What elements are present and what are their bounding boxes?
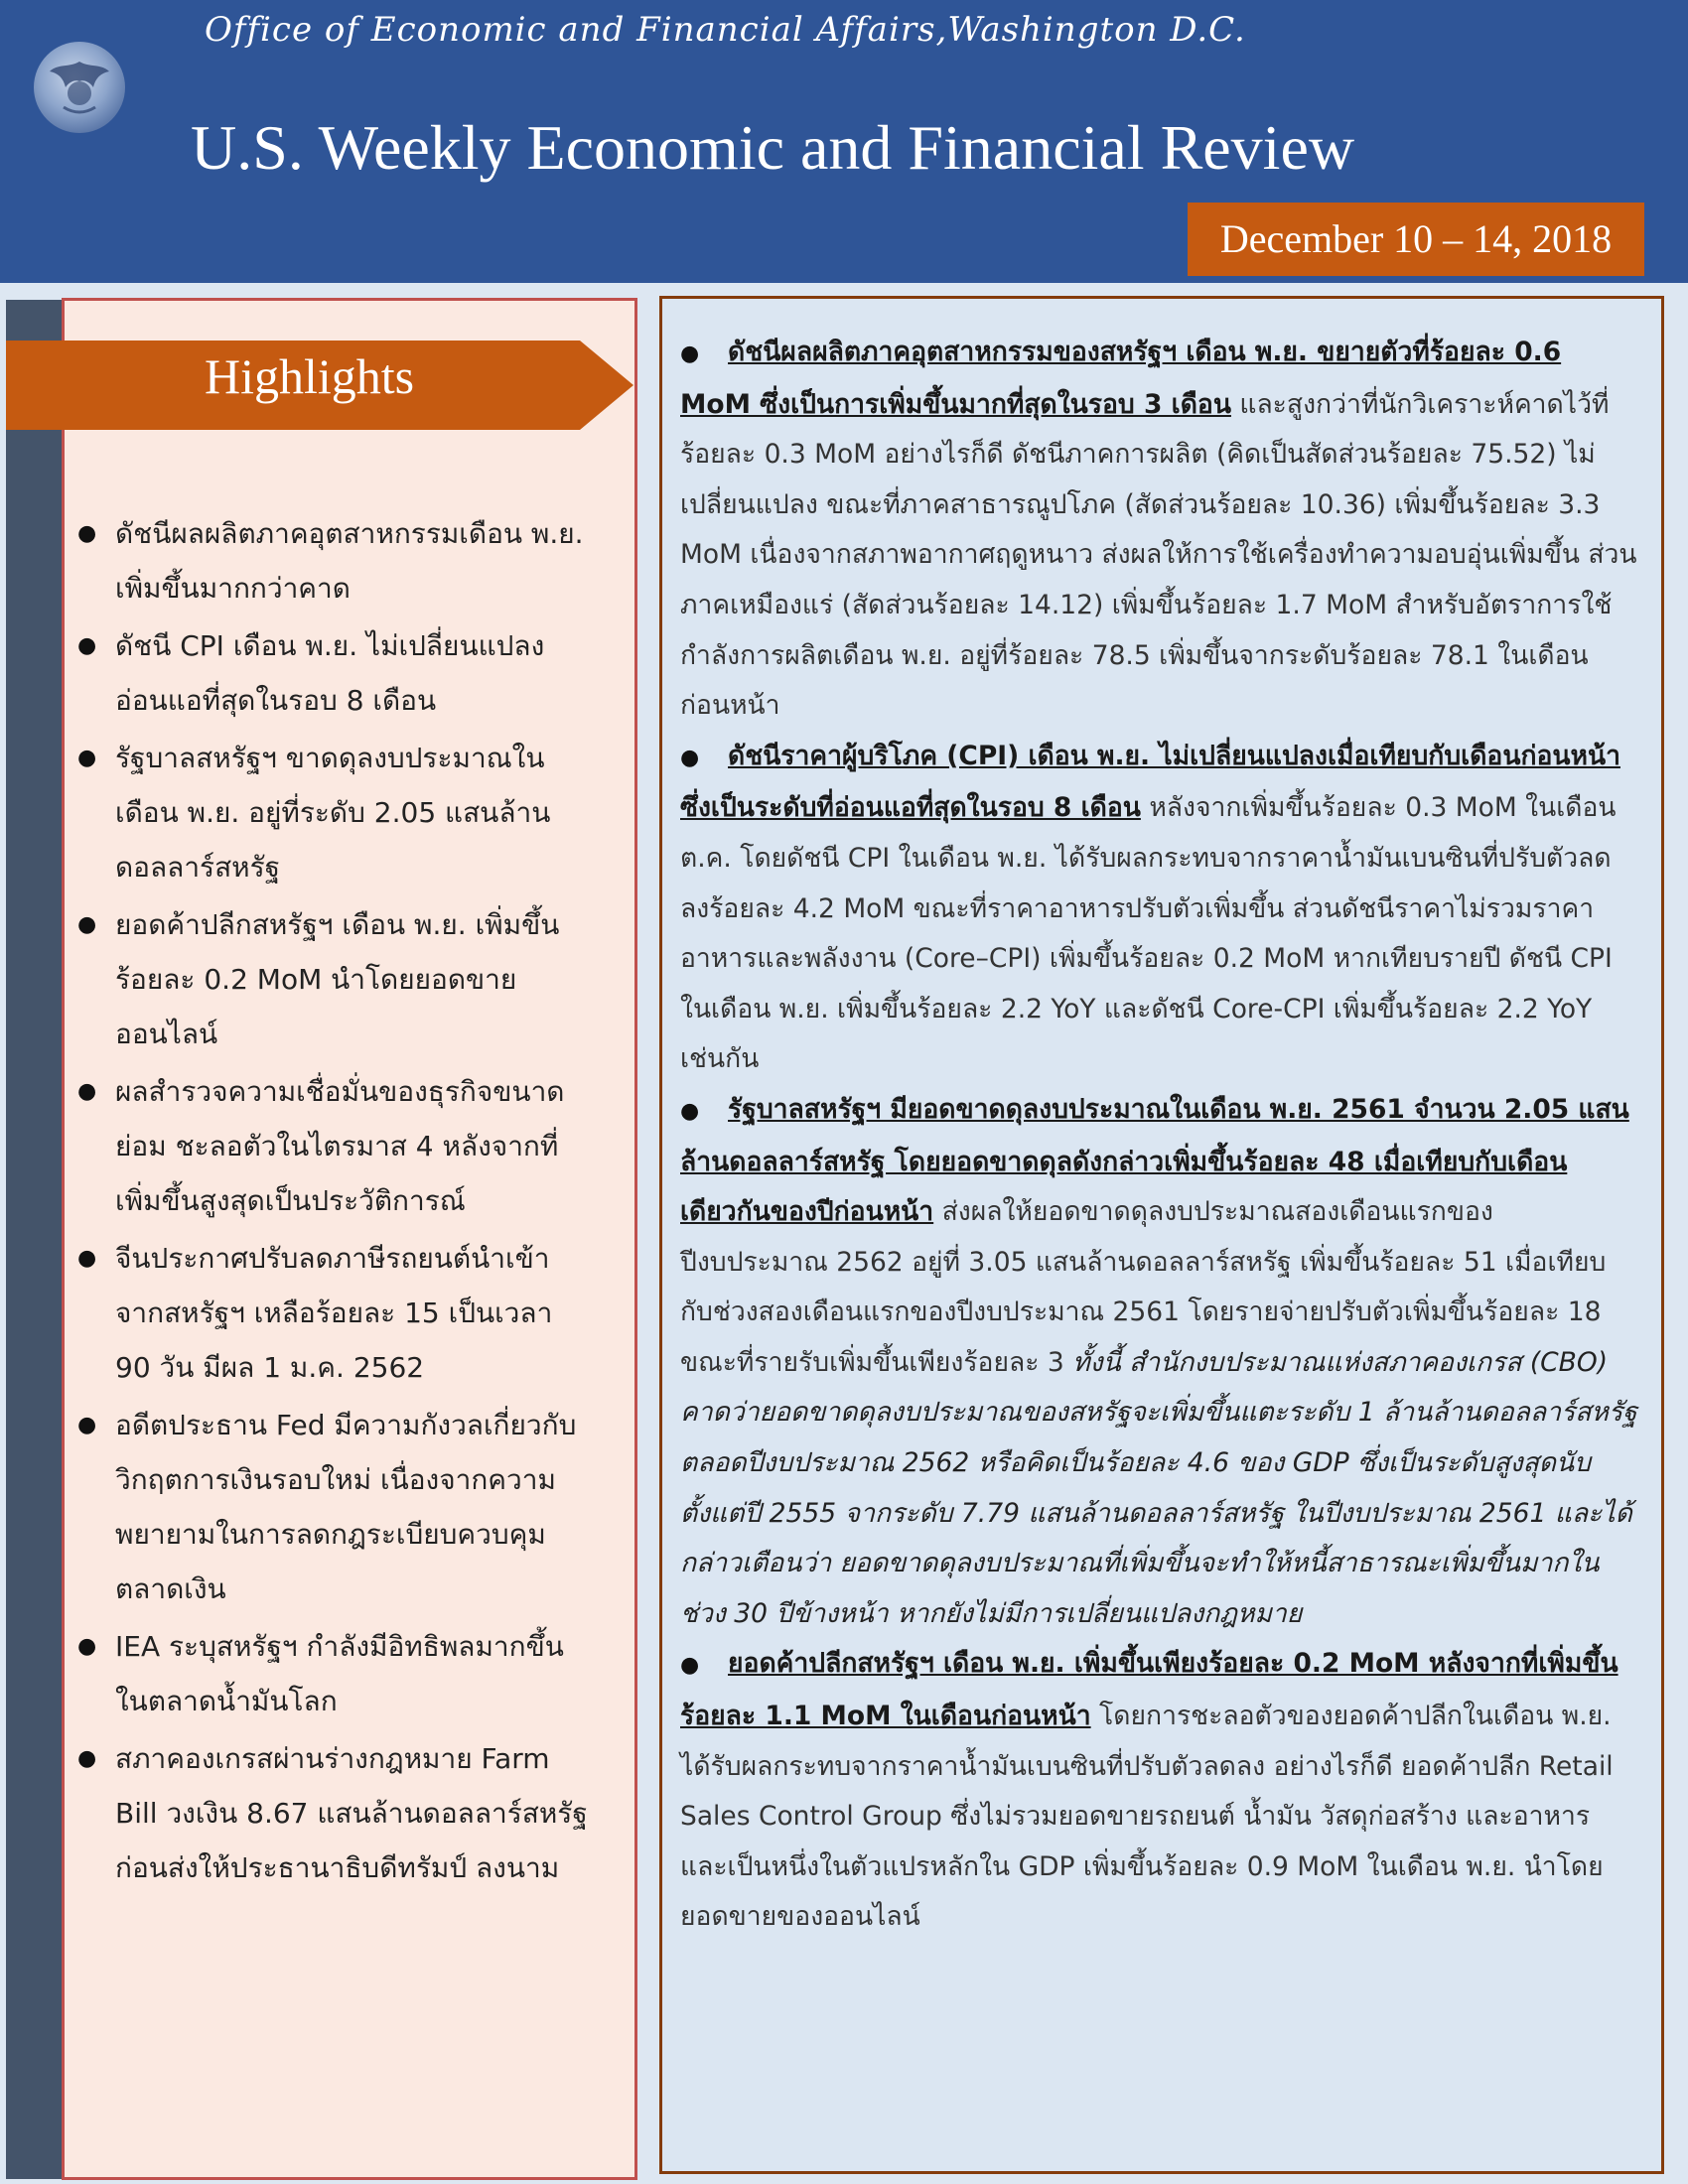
bullet-icon: ● xyxy=(680,745,700,770)
article-industrial-production xyxy=(680,328,1638,732)
article-lead: รัฐบาลสหรัฐฯ มียอดขาดดุลงบประมาณในเดือน พ.ย. 2561 จำนวน 2.05 แสนล้านดอลลาร์สหรัฐ โดยยอดขาดดุลดังกล่าวเพิ่มขึ้นร้อยละ 48 เมื่อเทียบกับเดือนเดียวกันของปีก่อนหน้า xyxy=(680,1093,1629,1228)
article-body: หลังจากเพิ่มขึ้นร้อยละ 0.3 MoM ในเดือน ต.ค. โดยดัชนี CPI ในเดือน พ.ย. ได้รับผลกระทบจากราคาน้ำมันเบนซินที่ปรับตัวลดลงร้อยละ 4.2 MoM ขณะที่ราคาอาหารปรับตัวเพิ่มขึ้น ส่วนดัชนีราคาไม่รวมราคาอาหารและพลังงาน (Core–CPI) เพิ่มขึ้นร้อยละ 0.2 MoM หากเทียบรายปี ดัชนี CPI ในเดือน พ.ย. เพิ่มขึ้นร้อยละ 2.2 YoY และดัชนี Core-CPI เพิ่มขึ้นร้อยละ 2.2 YoY เช่นกัน xyxy=(680,792,1617,1075)
bullet-icon: ● xyxy=(680,1653,700,1679)
article-lead: ดัชนีผลผลิตภาคอุตสาหกรรมของสหรัฐฯ เดือน พ.ย. ขยายตัวที่ร้อยละ 0.6 MoM ซึ่งเป็นการเพิ่มขึ้นมากที่สุดในรอบ 3 เดือน xyxy=(680,337,1562,420)
article-retail-sales xyxy=(680,1639,1638,1943)
article-body: ส่งผลให้ยอดขาดดุลงบประมาณสองเดือนแรกของปีงบประมาณ 2562 อยู่ที่ 3.05 แสนล้านดอลลาร์สหรัฐ เพิ่มขึ้นร้อยละ 51 เมื่อเทียบกับช่วงสองเดือนแรกของปีงบประมาณ 2561 โดยรายจ่ายปรับตัวเพิ่มขึ้นร้อยละ 18 ขณะที่รายรับเพิ่มขึ้นเพียงร้อยละ 3 xyxy=(680,1196,1607,1378)
article-body: และสูงกว่าที่นักวิเคราะห์คาดไว้ที่ร้อยละ 0.3 MoM อย่างไรก็ดี ดัชนีภาคการผลิต (คิดเป็นสัดส่วนร้อยละ 75.52) ไม่เปลี่ยนแปลง ขณะที่ภาคสาธารณูปโภค (สัดส่วนร้อยละ 10.36) เพิ่มขึ้นร้อยละ 3.3 MoM เนื่องจากสภาพอากาศฤดูหนาว ส่งผลให้การใช้เครื่องทำความอบอุ่นเพิ่มขึ้น ส่วนภาคเหมืองแร่ (สัดส่วนร้อยละ 14.12) เพิ่มขึ้นร้อยละ 1.7 MoM สำหรับอัตราการใช้กำลังการผลิตเดือน พ.ย. อยู่ที่ร้อยละ 78.5 เพิ่มขึ้นจากระดับร้อยละ 78.1 ในเดือน ก่อนหน้า xyxy=(680,388,1637,722)
date-range: December 10 – 14, 2018 xyxy=(1188,203,1644,276)
eagle-seal-logo xyxy=(34,42,125,133)
publication-title: U.S. Weekly Economic and Financial Review xyxy=(191,112,1355,183)
highlight-item: ● ดัชนี CPI เดือน พ.ย. ไม่เปลี่ยนแปลง อ่อนแอที่สุดในรอบ 8 เดือน xyxy=(77,618,594,728)
article-budget-deficit xyxy=(680,1085,1638,1640)
highlight-item: ● จีนประกาศปรับลดภาษีรถยนต์นำเข้าจากสหรัฐฯ เหลือร้อยละ 15 เป็นเวลา 90 วัน มีผล 1 ม.ค. 2562 xyxy=(77,1231,594,1395)
highlight-item: ● รัฐบาลสหรัฐฯ ขาดดุลงบประมาณในเดือน พ.ย. อยู่ที่ระดับ 2.05 แสนล้านดอลลาร์สหรัฐ xyxy=(77,731,594,894)
highlight-item: ● สภาคองเกรสผ่านร่างกฎหมาย Farm Bill วงเงิน 8.67 แสนล้านดอลลาร์สหรัฐ ก่อนส่งให้ประธานาธิบดีทรัมป์ ลงนาม xyxy=(77,1731,594,1895)
highlight-item: ● อดีตประธาน Fed มีความกังวลเกี่ยวกับวิกฤตการเงินรอบใหม่ เนื่องจากความพยายามในการลดกฎระเบียบควบคุมตลาดเงิน xyxy=(77,1398,594,1616)
eagle-icon xyxy=(34,42,125,133)
article-lead: ดัชนีราคาผู้บริโภค (CPI) เดือน พ.ย. ไม่เปลี่ยนแปลงเมื่อเทียบกับเดือนก่อนหน้า ซึ่งเป็นระดับที่อ่อนแอที่สุดในรอบ 8 เดือน xyxy=(680,740,1620,824)
highlight-item: ● ผลสำรวจความเชื่อมั่นของธุรกิจขนาดย่อม ชะลอตัวในไตรมาส 4 หลังจากที่เพิ่มขึ้นสูงสุดเป็นประวัติการณ์ xyxy=(77,1064,594,1228)
highlight-item: ● IEA ระบุสหรัฐฯ กำลังมีอิทธิพลมากขึ้นในตลาดน้ำมันโลก xyxy=(77,1619,594,1728)
bullet-icon: ● xyxy=(680,1098,700,1124)
article-body: โดยการชะลอตัวของยอดค้าปลีกในเดือน พ.ย. ได้รับผลกระทบจากราคาน้ำมันเบนซินที่ปรับตัวลดลง อย่างไรก็ดี ยอดค้าปลีก Retail Sales Control Group ซึ่งไม่รวมยอดขายรถยนต์ น้ำมัน วัสดุก่อสร้าง และอาหาร และเป็นหนึ่งในตัวแปรหลักใน GDP เพิ่มขึ้นร้อยละ 0.9 MoM ในเดือน พ.ย. นำโดยยอดขายของออนไลน์ xyxy=(680,1701,1614,1933)
articles-column xyxy=(680,328,1638,1943)
highlights-heading: Highlights xyxy=(205,348,415,404)
office-name: Office of Economic and Financial Affairs,Washington D.C. xyxy=(205,10,1246,50)
article-lead: ยอดค้าปลีกสหรัฐฯ เดือน พ.ย. เพิ่มขึ้นเพียงร้อยละ 0.2 MoM หลังจากที่เพิ่มขึ้นร้อยละ 1.1 MoM ในเดือนก่อนหน้า xyxy=(680,1648,1618,1732)
highlight-item: ● ดัชนีผลผลิตภาคอุตสาหกรรมเดือน พ.ย. เพิ่มขึ้นมากกว่าคาด xyxy=(77,506,594,615)
bullet-icon: ● xyxy=(680,341,700,366)
article-italic-note: ทั้งนี้ สำนักงบประมาณแห่งสภาคองเกรส (CBO) คาดว่ายอดขาดดุลงบประมาณของสหรัฐจะเพิ่มขึ้นแตะระดับ 1 ล้านล้านดอลลาร์สหรัฐ ตลอดปีงบประมาณ 2562 หรือคิดเป็นร้อยละ 4.6 ของ GDP ซึ่งเป็นระดับสูงสุดนับตั้งแต่ปี 2555 จากระดับ 7.79 แสนล้านดอลลาร์สหรัฐ ในปีงบประมาณ 2561 และได้กล่าวเตือนว่า ยอดขาดดุลงบประมาณที่เพิ่มขึ้นจะทำให้หนี้สาธารณะเพิ่มขึ้นมากในช่วง 30 ปีข้างหน้า หากยังไม่มีการเปลี่ยนแปลงกฎหมาย xyxy=(680,1346,1637,1629)
header-banner xyxy=(0,0,1688,283)
article-cpi xyxy=(680,732,1638,1085)
highlight-item: ● ยอดค้าปลีกสหรัฐฯ เดือน พ.ย. เพิ่มขึ้นร้อยละ 0.2 MoM นำโดยยอดขายออนไลน์ xyxy=(77,897,594,1061)
highlights-list xyxy=(77,506,594,1898)
left-accent-bar xyxy=(6,300,64,2179)
